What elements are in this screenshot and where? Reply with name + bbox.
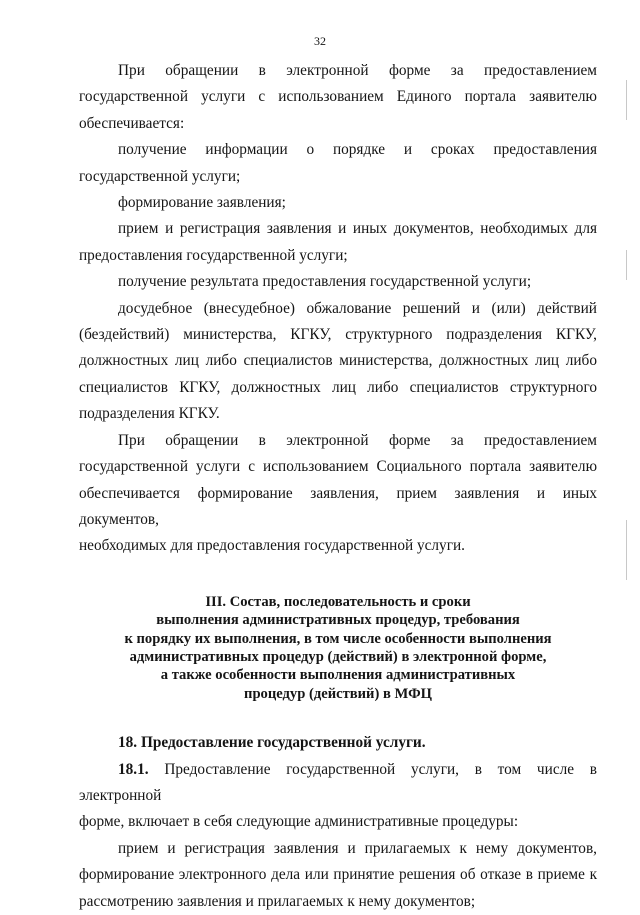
paragraph-5: получение результата предоставления государственной услуги; (118, 273, 532, 291)
scan-edge-mark (626, 80, 627, 120)
clause-number: 18.1. (118, 760, 149, 778)
paragraph-4-main: прием и регистрация заявления и иных документов, необходимых для (118, 220, 597, 238)
paragraph-1-end: обеспечивается: (79, 114, 185, 132)
paragraph-2-main: получение информации о порядке и сроках предоставления (118, 141, 597, 159)
paragraph-6-end: подразделения КГКУ. (79, 405, 220, 423)
heading-line-5: а также особенности выполнения административных (160, 667, 516, 684)
paragraph-6-main: досудебное (внесудебное) обжалование решений и (или) действий (бездействий) министерства, КГКУ, структурного подразделения КГКУ, должностных лиц либо специалистов министерства, должностных лиц либо специалистов КГКУ, должностных лиц либо специалистов структурного (79, 299, 597, 396)
paragraph-7-main: При обращении в электронной форме за предоставлением государственной услуги с использованием Социального портала заявителю обеспечивается формирование заявления, прием заявления и иных документов, (79, 431, 597, 528)
heading-line-2: выполнения административных процедур, требования (156, 612, 520, 629)
page-number: 32 (314, 34, 326, 48)
paragraph-3: формирование заявления; (118, 194, 286, 212)
clause-text: Предоставление государственной услуги, в том числе в электронной (79, 760, 597, 804)
paragraph-1-main: При обращении в электронной форме за предоставлением государственной услуги с использованием Единого портала заявителю (79, 62, 597, 106)
heading-line-1: III. Состав, последовательность и сроки (205, 593, 471, 610)
paragraph-4-end: предоставления государственной услуги; (79, 246, 348, 264)
last-paragraph-main: прием и регистрация заявления и прилагаемых к нему документов, формирование электронного дела или принятие решения об отказе в приеме к (79, 839, 597, 884)
scan-edge-mark (626, 250, 627, 280)
last-paragraph-end: рассмотрению заявления и прилагаемых к нему документов; (79, 892, 476, 910)
paragraph-7-end: необходимых для предоставления государственной услуги. (79, 537, 465, 555)
section-title: 18. Предоставление государственной услуги. (118, 734, 426, 752)
document-body (79, 58, 597, 915)
heading-line-6: процедур (действий) в МФЦ (244, 685, 432, 702)
paragraph-2-end: государственной услуги; (79, 167, 241, 185)
clause-18-1-end: форме, включает в себя следующие административные процедуры: (79, 813, 519, 831)
heading-line-3: к порядку их выполнения, в том числе особенности выполнения (124, 630, 552, 647)
heading-line-4: административных процедур (действий) в электронной форме, (129, 648, 547, 665)
clause-18-1 (79, 757, 597, 810)
scan-edge-mark (626, 520, 627, 580)
chapter-heading (79, 593, 597, 703)
